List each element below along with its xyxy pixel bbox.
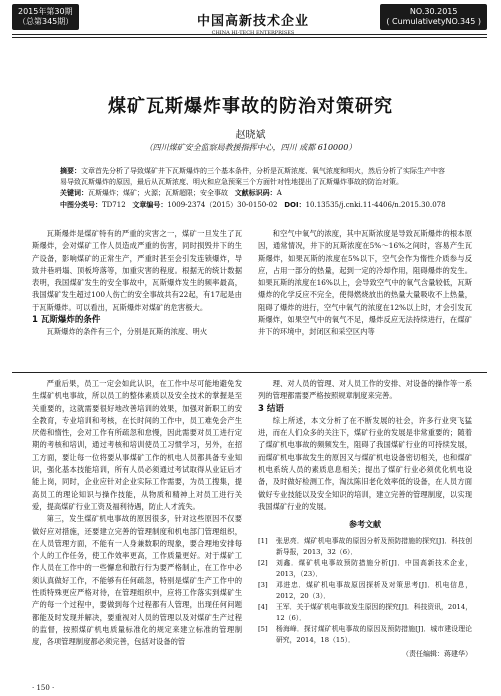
section-3-title: 3 结语 <box>258 403 284 414</box>
clc-label: 中图分类号： <box>60 201 102 209</box>
journal-header <box>0 0 501 52</box>
reference-item <box>258 536 472 558</box>
column-2-bottom <box>258 378 472 680</box>
journal-name-cn: 中国高新技术企业 <box>196 14 309 29</box>
editor-note: （责任编辑：蒋建华） <box>402 649 472 658</box>
column-1-top <box>32 228 242 368</box>
page-number: · 150 · <box>32 684 55 692</box>
doc-code: A <box>276 189 282 197</box>
author: 赵晓斌 <box>235 130 266 141</box>
doc-code-label: 文献标识码： <box>234 189 277 197</box>
meta-line <box>60 200 460 211</box>
header-rule-bottom <box>12 37 487 38</box>
keywords-text: 瓦斯爆炸；煤矿；火源；瓦斯超限；安全事故 <box>88 189 228 197</box>
column-1-bottom <box>32 378 242 678</box>
number-badge <box>380 4 487 30</box>
issue-badge <box>12 4 79 30</box>
section-divider <box>12 372 487 373</box>
references-title: 参考文献 <box>349 520 381 530</box>
doi: 10.13535/j.cnki.11-4406/n.2015.30.078 <box>305 201 446 209</box>
paragraph: 理、对人员的管理、对人员工作的安排、对设备的操作等一系列的管理都需要严格按照规章制度来完善。 <box>258 379 472 401</box>
article-title: 煤矿瓦斯爆炸事故的防治对策研究 <box>108 96 393 117</box>
issue-line2: （总第345期） <box>18 17 74 26</box>
reference-text: 王军．关于煤矿机电事故发生原因的探究[J]．科技资讯，2014，12（6）． <box>276 602 472 622</box>
clc: TD712 <box>102 201 126 209</box>
journal-logo <box>178 10 328 36</box>
reference-item <box>258 558 472 580</box>
reference-number: [5] <box>258 624 268 633</box>
keywords-label: 关键词： <box>60 189 88 197</box>
keywords <box>60 188 450 199</box>
reference-item <box>258 580 472 602</box>
paragraph: 综上所述，本文分析了在不断发展的社会，许多行业突飞猛进，而在人们众多的关注下，煤矿行业的发展是非常重要的；随着了煤矿机电事故的频频发生，阻碍了我国煤矿行业的可持续发展，而煤矿机电事故发生的原因又与煤矿机电设备密切相关，也和煤矿机电系统人员的素质息息相关；提出了煤矿行业必须优化机电设备，及时做好检测工作，淘汰陈旧老化效率低的设备，在人员方面做好专业技能以及安全知识的培训，建立完善的管理制度，以实现我国煤矿行业的发展。 <box>258 415 472 511</box>
no-line1: NO.30.2015 <box>409 7 458 16</box>
reference-number: [2] <box>258 558 268 567</box>
affiliation: （四川煤矿安全监察局教援指挥中心，四川 成都 610000） <box>144 143 357 152</box>
abstract <box>60 166 448 188</box>
paragraph: 和空气中氧气的浓度，其中瓦斯浓度是导致瓦斯爆炸的根本原因，通常情况，井下的瓦斯浓度在5%～16%之间时，容易产生瓦斯爆炸，如果瓦斯的浓度在5%以下，空气会作为惰性介质参与反应，占用一部分的热量，起到一定的冷却作用，阻碍爆炸的发生。如果瓦斯的浓度在16%以上，会导致空气中的氧气含量较低，瓦斯爆炸的化学反应不完全，使得燃烧放出的热量大量吸收不上热量，阻碍了爆炸的进行，空气中氧气的浓度在12%以上时，才会引发瓦斯爆炸，如果空气中的氧气不足，爆炸反应无法持续进行，在煤矿井下的环境中，封闭区和采空区内等 <box>258 229 472 337</box>
paragraph: 瓦斯爆炸的条件有三个，分别是瓦斯的浓度、明火 <box>46 327 208 337</box>
reference-text: 邓进忠．煤矿机电事故原因探析及对策思考[J]．机电信息，2012，20（3）． <box>276 580 472 600</box>
no-line2: ( CumulativetyNO.345 ) <box>386 17 481 26</box>
abstract-label: 摘要： <box>60 167 81 175</box>
article-no-label: 文章编号： <box>132 201 168 209</box>
reference-item <box>258 602 472 624</box>
article-no: 1009-2374（2015）30-0150-02 <box>167 201 278 209</box>
section-1-title: 1 瓦斯爆炸的条件 <box>32 315 101 326</box>
paragraph: 严重后果，员工一定会如此认识，在工作中尽可能地避免发生煤矿机电事故，所以员工的整体素质以及安全技术的掌握是至关重要的，这就需要很好地改善培训的效果，加强对新职工的安全教育，专业培训和考核，在长时间的工作中，员工难免会产生厌倦和惰性，会对工作有所疏忽和怠慢，因此需要对员工进行定期的考核和培训，通过考核和培训使员工习惯学习，另外，在招工方面，要让每一位将要从事煤矿工作的机电人员都具备专业知识，强化基本技能培训，所有人员必须通过考试取得从业证后才能上岗，同时，企业应针对企业实际工作需要，为员工搜集，提高员工的理论知识与操作技能，从物质和精神上对员工进行关爱，提高煤矿行业工资及福利待遇，防止人才流失。 <box>32 379 242 511</box>
header-rule-top <box>12 34 487 35</box>
reference-number: [4] <box>258 602 268 611</box>
reference-text: 刘鑫．煤矿机电事故预防措施分析[J]．中国高新技术企业，2013，（23）． <box>276 558 472 578</box>
reference-item <box>258 624 472 646</box>
column-2-top <box>258 228 472 368</box>
reference-text: 杨海峰．探讨煤矿机电事故的原因及预防措施[J]．城市建设理论研究，2014，18（15）． <box>276 624 472 644</box>
doi-label: DOI： <box>284 201 306 209</box>
reference-number: [1] <box>258 536 268 545</box>
reference-number: [3] <box>258 580 268 589</box>
reference-text: 张思亮．煤矿机电事故的原因分析及预防措施的探究[J]．科技创新导报，2013，32（6）． <box>276 536 472 556</box>
journal-name-en: CHINA HI-TECH ENTERPRISES <box>211 30 295 36</box>
abstract-text: 文章首先分析了导致煤矿井下瓦斯爆炸的三个基本条件，分析是瓦斯浓度、氧气浓度和明火，然后分析了实际生产中容易导致瓦斯爆炸的原因，最后从瓦斯浓度、明火和应急预案三个方面针对性地提出了瓦斯爆炸事故的防治对策。 <box>60 167 445 186</box>
issue-line1: 2015年第30期 <box>18 7 73 16</box>
paragraph: 第三，发生煤矿机电事故的原因很多，针对这些原因不仅要做好应对措施，还要建立完善的管理制度和机电部门管理组织，在人员管理方面，不能有一人身兼数职的现象，要合理地安排每个人的工作任务，使工作效率更高，工作质量更好。对于煤矿工作人员在工作中的一些懈怠和散行行为要严格制止，在工作中必须认真做好工作，不能够有任何疏忽，特别是煤矿生产工作中的性质特殊更应严格对待，在管理组织中，应将工作落实到煤矿生产的每一个过程中，要做到每个过程都有人管理，出现任何问题都能及时发现并解决，要重视对人员的管理以及对煤矿生产过程的监督，按照煤矿机电质量标准化的规定来建立标准的管理制度，各项管理制度都必须完善，包括对设备的管 <box>32 514 242 647</box>
paragraph: 瓦斯爆炸是煤矿特有的严重的灾害之一，煤矿一旦发生了瓦斯爆炸，会对煤矿工作人员造成严重的伤害，同时损毁井下的生产设备，影响煤矿的正常生产，严重时甚至会引发连锁爆炸，导致井巷坍塌、顶板垮落等，加重灾害的程度。根据无的统计数据表明，我国煤矿发生的安全事故中，瓦斯爆炸发生的频率最高，我国煤矿发生超过100人伤亡的安全事故共有22起，有17起是由于瓦斯爆炸。可以看出，瓦斯爆炸对煤矿的危害极大。 <box>32 229 242 312</box>
